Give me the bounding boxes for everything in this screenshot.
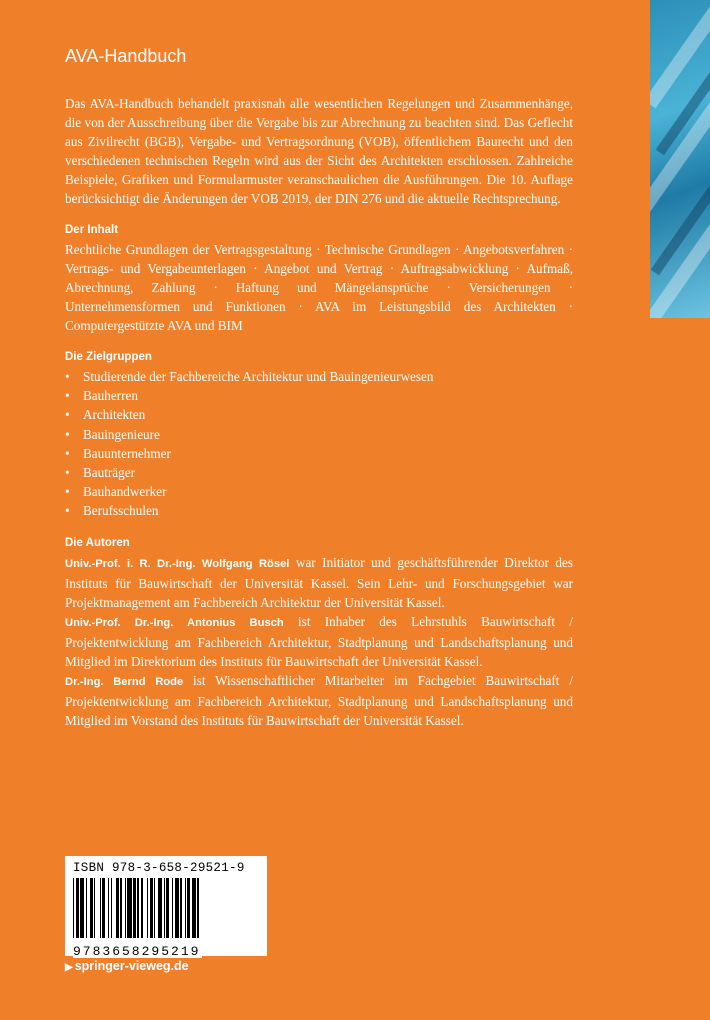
list-item: • Bauingenieure	[65, 425, 573, 444]
website-link[interactable]: springer-vieweg.de	[74, 959, 189, 973]
target-groups-list	[65, 367, 573, 521]
list-item: • Bauherren	[65, 386, 573, 405]
list-item: • Bauträger	[65, 463, 573, 482]
bullet-icon: •	[65, 426, 70, 442]
author-entry	[65, 612, 573, 671]
target-groups-heading: Die Zielgruppen	[65, 351, 152, 363]
bullet-icon: •	[65, 407, 70, 423]
isbn-barcode	[65, 856, 267, 959]
author-entry	[65, 553, 573, 612]
book-description: Das AVA-Handbuch behandelt praxisnah alle wesentlichen Regelungen und Zusammenhänge, die von der Ausschreibung über die Vergabe bis zur Abrechnung zu beachten sind. Das Geflecht aus Zivilrecht (BGB), Vergabe- und Vertragsordnung (VOB), öffentlichem Baurecht und den verschiedenen technischen Regeln wird aus der Sicht des Architekten erschlossen. Zahlreiche Beispiele, Grafiken und Formularmuster veranschaulichen die Ausführungen. Die 10. Auflage berücksichtigt die Änderungen der VOB 2019, der DIN 276 und die aktuelle Rechtsprechung.	[65, 96, 573, 206]
author-bio: ist Inhaber des Lehrstuhls Bauwirtschaft / Projektentwicklung am Fachbereich Architektur, Stadtplanung und Landschaftsplanung und Mitglied im Direktorium des Instituts für Bauwirtschaft der Universität Kassel.	[65, 613, 573, 669]
bullet-icon: •	[65, 369, 70, 384]
barcode-icon	[73, 878, 259, 942]
author-bio: ist Wissenschaftlicher Mitarbeiter im Fachgebiet Bauwirtschaft / Projektentwicklung am Fachbereich Architektur, Stadtplanung und Landschaftsplanung und Mitglied im Vorstand des Instituts für Bauwirtschaft der Universität Kassel.	[65, 672, 573, 728]
barcode-number: 9783658295219	[73, 944, 201, 959]
bullet-icon: •	[65, 484, 70, 500]
authors-heading: Die Autoren	[65, 536, 130, 549]
list-item: • Bauunternehmer	[65, 444, 573, 463]
author-name: Univ.-Prof. Dr.-Ing. Antonius Busch	[65, 616, 284, 629]
bullet-icon: •	[65, 465, 70, 481]
bullet-icon: •	[65, 445, 70, 461]
back-cover-text	[65, 44, 573, 730]
author-name: Univ.-Prof. i. R. Dr.-Ing. Wolfgang Rösel	[65, 557, 290, 570]
author-bio: war Initiator und geschäftsführender Direktor des Instituts für Bauwirtschaft der Universität Kassel. Sein Lehr- und Forschungsgebiet war Projektmanagement am Fachbereich Architektur der Universität Kassel.	[65, 554, 574, 610]
bullet-icon: •	[65, 503, 70, 519]
arrow-right-icon: ▶	[65, 962, 73, 973]
author-entry	[65, 671, 573, 730]
contents-heading: Der Inhalt	[65, 224, 119, 236]
author-name: Dr.-Ing. Bernd Rode	[65, 675, 184, 688]
book-title: AVA-Handbuch	[65, 46, 187, 66]
list-item: • Berufsschulen	[65, 501, 573, 520]
contents-text: Rechtliche Grundlagen der Vertragsgestaltung · Technische Grundlagen · Angebotsverfahren · Vertrags- und Vergabeunterlagen · Angebot und Vertrag · Auftragsabwicklung · Aufmaß, Abrechnung, Zahlung · Haftung und Mängelansprüche · Versicherungen · Unternehmensformen und Funktionen · AVA im Leistungsbild des Architekten · Computergestützte AVA und BIM	[65, 242, 573, 333]
list-item: • Bauhandwerker	[65, 482, 573, 501]
bullet-icon: •	[65, 388, 70, 404]
list-item: • Studierende der Fachbereiche Architektur und Bauingenieurwesen	[65, 367, 573, 386]
publisher-website[interactable]	[65, 958, 189, 976]
cover-photo-strip	[650, 0, 710, 318]
isbn-label: ISBN 978-3-658-29521-9	[73, 861, 245, 875]
list-item: • Architekten	[65, 405, 573, 424]
